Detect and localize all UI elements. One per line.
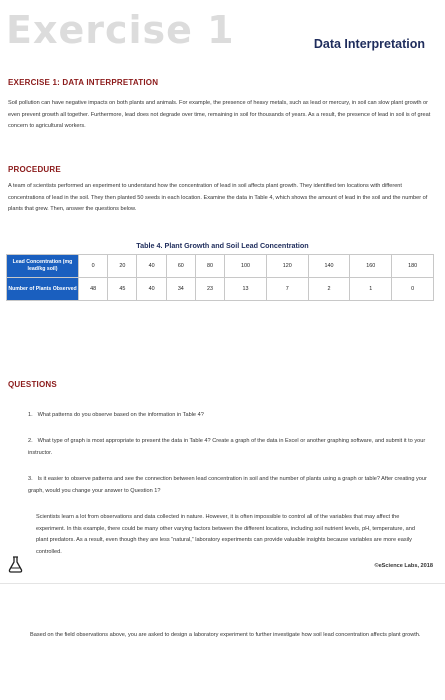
data-table	[6, 254, 434, 301]
table-cell: 0	[392, 278, 434, 301]
table-row-lead	[7, 255, 434, 278]
table-cell: 34	[166, 278, 195, 301]
table-cell: 23	[195, 278, 224, 301]
intro-paragraph: Soil pollution can have negative impacts on both plants and animals. For example, the presence of heavy metals, such as lead or mercury, in soil can slow plant growth or even prevent growth all together. Furthermore, lead does not degrade over time, remaining in soil for thousands of years. As a result, the presence of lead in soil is of great concern to agricultural workers.	[8, 100, 431, 129]
table-title: Table 4. Plant Growth and Soil Lead Concentration	[136, 241, 309, 250]
question-text: What patterns do you observe based on the information in Table 4?	[37, 412, 204, 418]
table-cell: 160	[350, 255, 392, 278]
row-header-plants: Number of Plants Observed	[7, 278, 79, 301]
table-cell: 120	[266, 255, 308, 278]
question-number: 2.	[28, 438, 33, 444]
row-header-lead: Lead Concentration (mg lead/kg soil)	[7, 255, 79, 278]
next-page-paragraph: Based on the field observations above, you are asked to design a laboratory experiment to further investigate how soil lead concentration affects plant growth.	[30, 632, 421, 638]
table-cell: 180	[392, 255, 434, 278]
table-cell: 20	[108, 255, 137, 278]
procedure-heading: PROCEDURE	[8, 165, 61, 174]
section-title: Data Interpretation	[313, 37, 425, 51]
table-cell: 140	[308, 255, 350, 278]
table-cell: 45	[108, 278, 137, 301]
question-number: 3.	[28, 476, 33, 482]
table-cell: 2	[308, 278, 350, 301]
page-header	[0, 0, 445, 64]
table-cell: 7	[266, 278, 308, 301]
table-cell: 80	[195, 255, 224, 278]
exercise-title: Exercise 1	[6, 8, 235, 52]
table-cell: 40	[137, 255, 166, 278]
question-2	[28, 436, 428, 459]
table-cell: 13	[225, 278, 267, 301]
question-3	[28, 474, 428, 497]
table-cell: 60	[166, 255, 195, 278]
exercise-heading: EXERCISE 1: DATA INTERPRETATION	[8, 78, 159, 87]
table-cell: 48	[79, 278, 108, 301]
table-cell: 40	[137, 278, 166, 301]
flask-icon	[8, 556, 23, 573]
table-row-plants	[7, 278, 434, 301]
page-divider	[0, 583, 445, 584]
table-cell: 0	[79, 255, 108, 278]
question-text: Is it easier to observe patterns and see the connection between lead concentration in soil and the number of plants using a graph or table? After creating your graph, would you change your answer to Question 1?	[28, 476, 427, 494]
questions-heading: QUESTIONS	[8, 380, 57, 389]
question-1	[28, 410, 428, 422]
question-number: 1.	[28, 412, 33, 418]
table-cell: 100	[225, 255, 267, 278]
table-cell: 1	[350, 278, 392, 301]
question-text: What type of graph is most appropriate to present the data in Table 4? Create a graph of the data in Excel or another graphing software, and submit it to your instructor.	[28, 438, 426, 456]
footer-brand: ©eScience Labs, 2018	[374, 563, 433, 569]
procedure-paragraph: A team of scientists performed an experiment to understand how the concentration of lead in soil affects plant growth. They identified ten locations with different concentrations of lead in the soil. They then planted 50 seeds in each location. Examine the data in Table 4, which shows the amount of lead in the soil and the number of plants that grew. Then, answer the questions below.	[8, 183, 428, 212]
note-paragraph: Scientists learn a lot from observations and data collected in nature. However, it is often impossible to control all of the variables that may affect the experiment. In this example, there could be many other varying factors between the different locations, including soil nutrient levels, pH, temperature, and plant predators. As a result, even though they are less “natural,” laboratory experiments can provide valuable insights because variables are more easily controlled.	[36, 514, 415, 555]
